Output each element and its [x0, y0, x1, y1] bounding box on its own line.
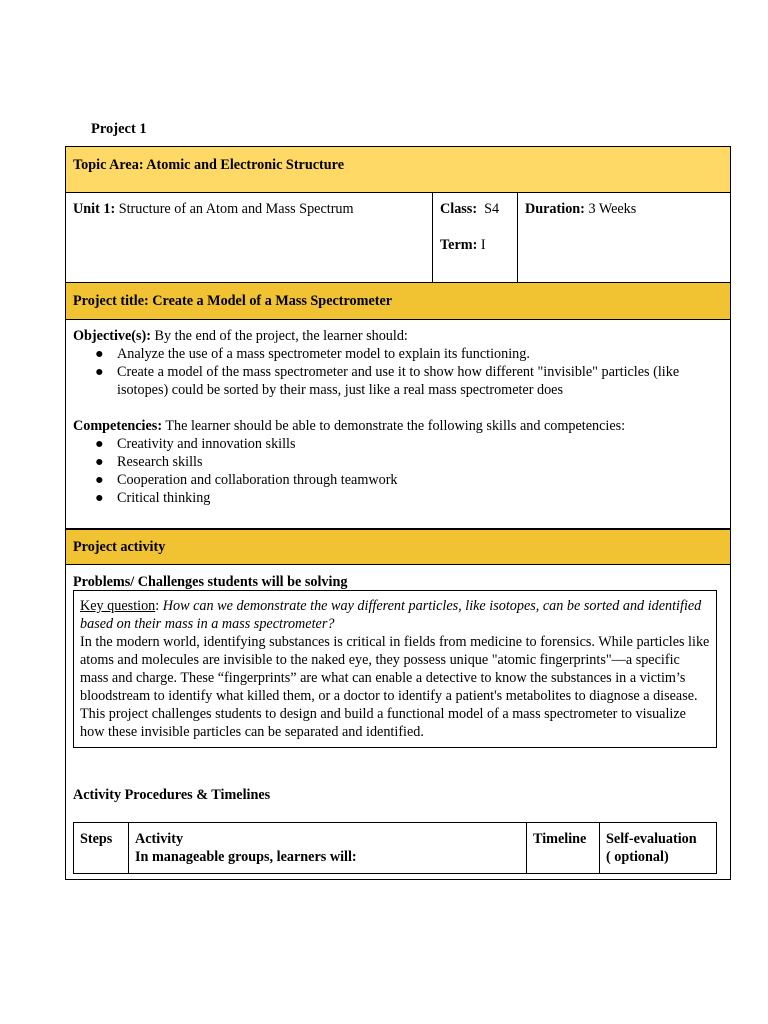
activity-header-title: Activity — [135, 831, 184, 847]
list-item — [73, 435, 723, 453]
project-label: Project 1 — [91, 121, 147, 137]
term-label: Term: — [440, 237, 478, 253]
objectives-intro — [73, 327, 723, 345]
unit-info-row — [66, 193, 730, 283]
procedures-heading: Activity Procedures & Timelines — [73, 787, 271, 803]
competency-text: Cooperation and collaboration through teamwork — [117, 472, 398, 488]
self-eval-sub: ( optional) — [606, 849, 669, 865]
objectives-intro-text: By the end of the project, the learner should: — [154, 328, 408, 344]
competencies-intro-text: The learner should be able to demonstrate the following skills and competencies: — [165, 418, 626, 434]
list-item — [73, 345, 723, 363]
competencies-intro — [73, 417, 723, 435]
competencies-label: Competencies: — [73, 418, 163, 434]
competency-text: Creativity and innovation skills — [117, 436, 296, 452]
timeline-header: Timeline — [527, 823, 600, 874]
activity-header-sub: In manageable groups, learners will: — [135, 849, 357, 865]
problems-heading: Problems/ Challenges students will be solving — [73, 574, 348, 590]
steps-header: Steps — [74, 823, 129, 874]
project-title-header: Project title: Create a Model of a Mass Spectrometer — [66, 283, 730, 320]
list-item — [73, 453, 723, 471]
bullet-icon: ● — [95, 364, 104, 380]
competency-text: Research skills — [117, 454, 203, 470]
topic-area-header: Topic Area: Atomic and Electronic Structure — [66, 147, 730, 193]
list-item — [73, 471, 723, 489]
objective-text: Create a model of the mass spectrometer and use it to show how different "invisible" particles (like isotopes) could be sorted by their mass, just like a real mass spectrometer does — [117, 364, 680, 398]
activity-header — [129, 823, 527, 874]
class-label: Class: — [440, 201, 478, 217]
duration-cell — [518, 193, 730, 282]
bullet-icon: ● — [95, 490, 104, 506]
bullet-icon: ● — [95, 436, 104, 452]
key-question-body: In the modern world, identifying substances is critical in fields from medicine to forensics. While particles like atoms and molecules are invisible to the naked eye, they possess unique "atomic fingerprints"—a specific mass and charge. These “fingerprints” are what can enable a detective to know the substances in a victim’s bloodstream to identify what killed them, or a doctor to identify a patient's metabolites to diagnose a disease. This project challenges students to design and build a functional model of a mass spectrometer to visualize how these invisible particles can be separated and identified. — [80, 634, 710, 740]
procedures-table — [73, 822, 717, 874]
objectives-label: Objective(s): — [73, 328, 151, 344]
self-eval-title: Self-evaluation — [606, 831, 697, 847]
bullet-icon: ● — [95, 454, 104, 470]
key-question-label: Key question — [80, 598, 156, 614]
key-question-colon: : — [155, 598, 160, 614]
list-item — [73, 489, 723, 507]
class-term-cell — [433, 193, 518, 282]
term-line — [440, 236, 510, 254]
bullet-icon: ● — [95, 472, 104, 488]
duration-value: 3 Weeks — [588, 201, 637, 217]
term-value: I — [480, 237, 486, 253]
unit-label: Unit 1: — [73, 201, 116, 217]
project-activity-header: Project activity — [66, 530, 730, 565]
competency-text: Critical thinking — [117, 490, 211, 506]
activity-section — [66, 565, 730, 874]
self-evaluation-header — [600, 823, 717, 874]
class-line — [440, 200, 510, 218]
objectives-list — [73, 345, 723, 399]
class-value: S4 — [484, 201, 500, 217]
list-item — [73, 363, 723, 399]
key-question-text: How can we demonstrate the way different particles, like isotopes, can be sorted and identified based on their mass in a mass spectrometer? — [80, 598, 702, 632]
bullet-icon: ● — [95, 346, 104, 362]
key-question-box — [73, 590, 717, 748]
competencies-list — [73, 435, 723, 507]
duration-label: Duration: — [525, 201, 585, 217]
project-frame — [65, 146, 731, 880]
unit-cell — [66, 193, 433, 282]
objective-text: Analyze the use of a mass spectrometer model to explain its functioning. — [117, 346, 530, 362]
objectives-section — [66, 320, 730, 530]
unit-value: Structure of an Atom and Mass Spectrum — [118, 201, 354, 217]
table-header-row — [74, 823, 717, 874]
